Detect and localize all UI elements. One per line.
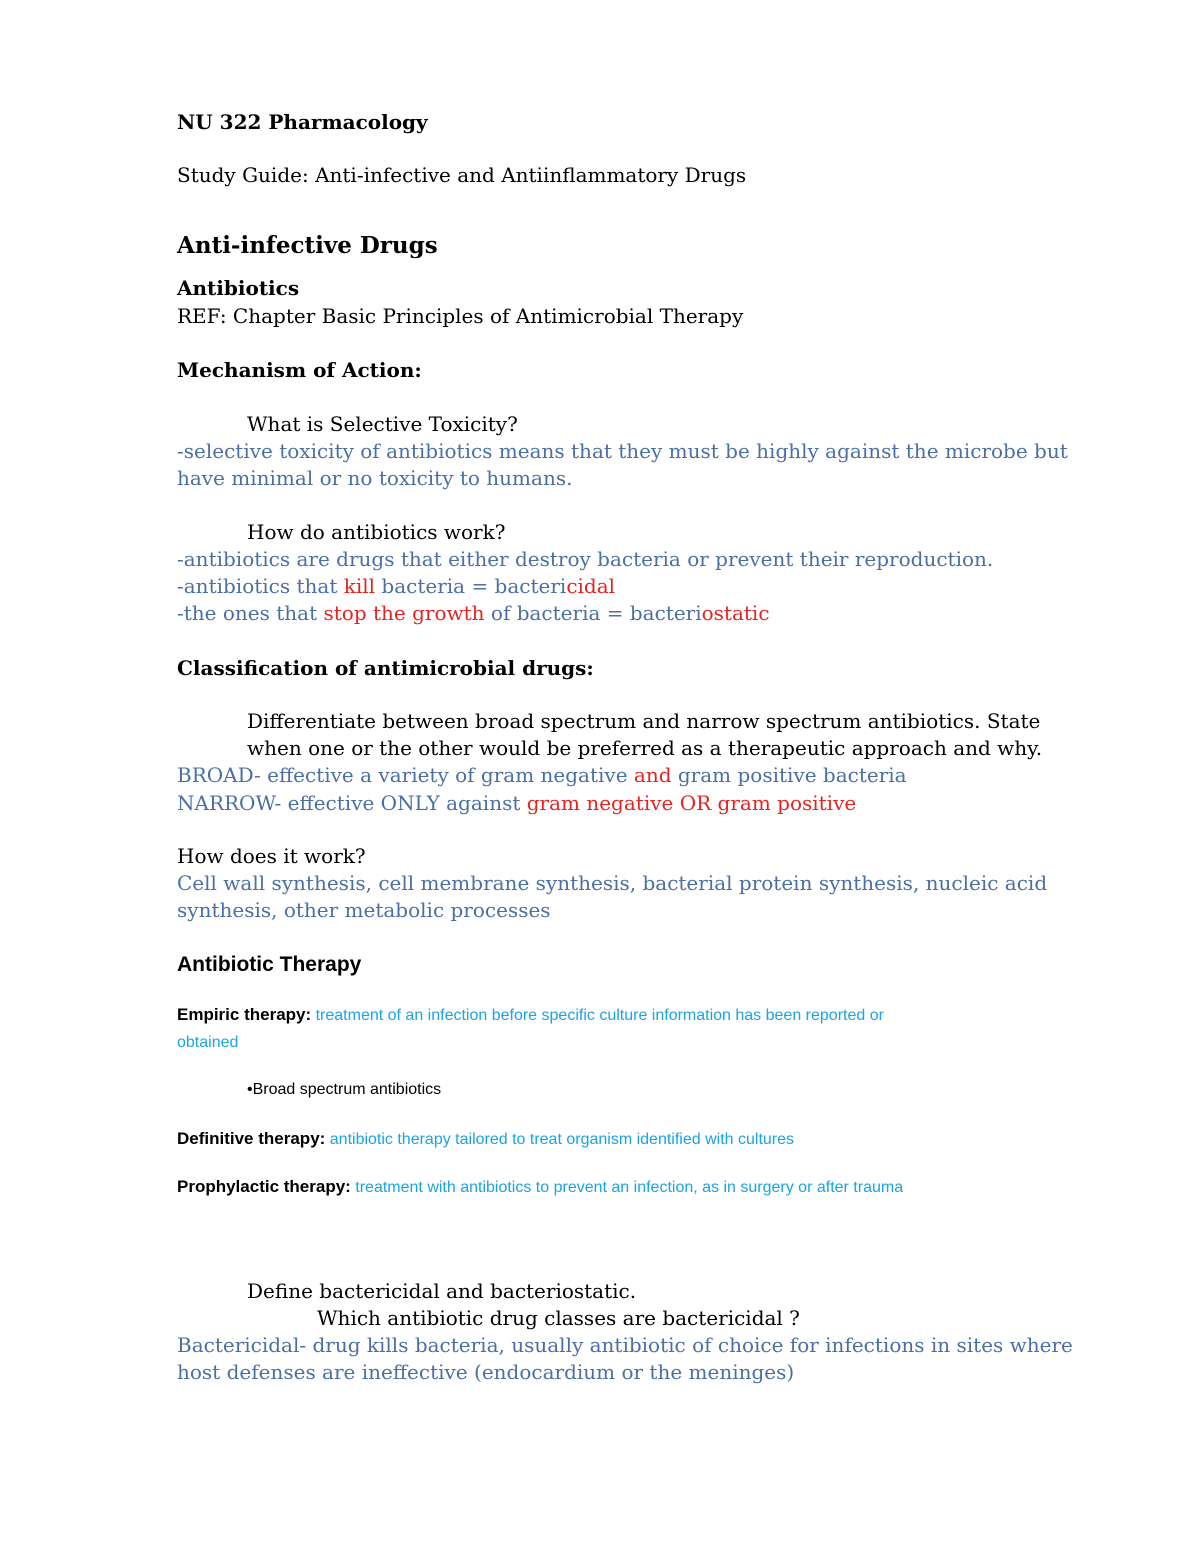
answer-bactericidal-line [177,573,615,599]
answer-mechanisms-line2: synthesis, other metabolic processes [177,898,551,922]
text-segment: -the ones that [177,601,324,625]
answer-how-work-line1: -antibiotics are drugs that either destroy bacteria or prevent their reproduction. [177,547,994,571]
bullet-item [247,1079,441,1101]
highlight-stop-growth: stop the growth [323,601,485,625]
highlight-cidal: cidal [566,574,616,598]
highlight-gram-neg-or-pos: gram negative OR gram positive [526,791,857,815]
definitive-therapy-label: Definitive therapy: [177,1129,326,1148]
course-title: NU 322 Pharmacology [177,110,428,134]
bullet-icon: • [247,1081,253,1098]
text-segment: bacteria = bacteri [375,574,567,598]
highlight-kill: kill [343,574,376,598]
antibiotic-therapy-heading: Antibiotic Therapy [177,953,362,976]
answer-mechanisms-line1: Cell wall synthesis, cell membrane synthesis, bacterial protein synthesis, nucleic acid [177,871,1048,895]
antibiotics-heading: Antibiotics [177,276,300,300]
answer-broad [177,762,907,788]
empiric-therapy-label: Empiric therapy: [177,1005,312,1024]
reference-line: REF: Chapter Basic Principles of Antimicrobial Therapy [177,304,744,328]
question-broad-narrow-line2: when one or the other would be preferred as a therapeutic approach and why. [247,736,1043,760]
section-heading-antiinfective: Anti-infective Drugs [177,232,438,259]
text-segment: NARROW- effective ONLY against [177,791,527,815]
empiric-therapy-line1 [177,1004,884,1027]
definitive-therapy-line [177,1128,794,1151]
question-bactericidal-classes: Which antibiotic drug classes are bactericidal ? [317,1306,800,1330]
prophylactic-therapy-label: Prophylactic therapy: [177,1177,351,1196]
question-how-antibiotics-work: How do antibiotics work? [247,520,506,544]
text-segment: BROAD- effective a variety of gram negative [177,763,634,787]
empiric-therapy-text: treatment of an infection before specific culture information has been reported or [315,1007,884,1024]
question-how-does-it-work: How does it work? [177,844,366,868]
question-define-bactericidal: Define bactericidal and bacteriostatic. [247,1279,637,1303]
question-selective-toxicity: What is Selective Toxicity? [247,412,518,436]
highlight-and: and [633,763,672,787]
mechanism-heading: Mechanism of Action: [177,358,422,382]
study-guide-subtitle: Study Guide: Anti-infective and Antiinflammatory Drugs [177,163,747,187]
empiric-therapy-line2: obtained [177,1034,239,1051]
prophylactic-therapy-text: treatment with antibiotics to prevent an infection, as in surgery or after trauma [355,1179,904,1196]
answer-bacteriostatic-line [177,600,770,626]
classification-heading: Classification of antimicrobial drugs: [177,656,594,680]
text-segment: gram positive bacteria [671,763,907,787]
answer-bactericidal-line2: host defenses are ineffective (endocardium or the meninges) [177,1360,795,1384]
text-segment: of bacteria = bacteri [484,601,702,625]
answer-selective-toxicity-line1: -selective toxicity of antibiotics means that they must be highly against the microbe but [177,439,1068,463]
question-broad-narrow-line1: Differentiate between broad spectrum and narrow spectrum antibiotics. State [247,709,1041,733]
definitive-therapy-text: antibiotic therapy tailored to treat organism identified with cultures [329,1131,795,1148]
highlight-ostatic: ostatic [701,601,770,625]
text-segment: -antibiotics that [177,574,344,598]
bullet-text: Broad spectrum antibiotics [252,1081,442,1098]
answer-bactericidal-line1: Bactericidal- drug kills bacteria, usually antibiotic of choice for infections in sites where [177,1333,1073,1357]
answer-selective-toxicity-line2: have minimal or no toxicity to humans. [177,466,573,490]
prophylactic-therapy-line [177,1176,903,1199]
answer-narrow [177,790,856,816]
